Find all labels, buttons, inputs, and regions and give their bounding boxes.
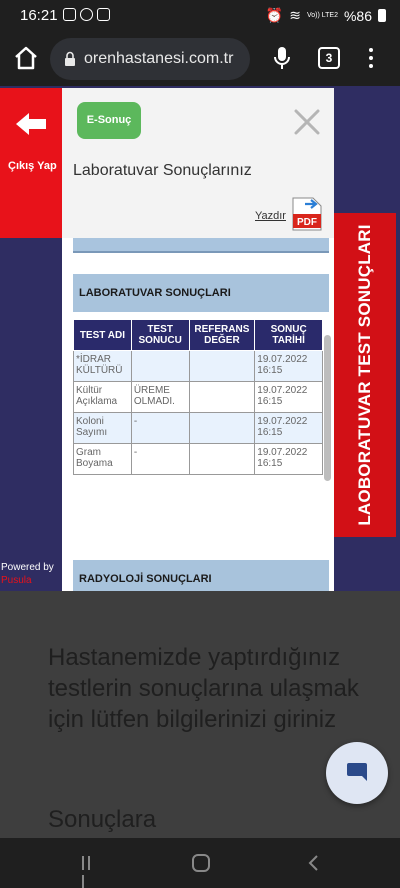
recent-apps-icon[interactable] [82, 856, 98, 870]
table-cell: Kültür Açıklama [74, 382, 132, 413]
powered-by [0, 561, 54, 587]
whatsapp-icon [80, 8, 93, 21]
exit-button[interactable] [0, 88, 62, 238]
column-header: REFERANS DEĞER [189, 320, 255, 351]
print-link[interactable]: Yazdır [255, 210, 286, 222]
chat-icon [346, 762, 368, 782]
url-text: orenhastanesi.com.tr [84, 50, 234, 67]
browser-toolbar [0, 32, 400, 86]
network-label: Vo)) LTE2 [306, 12, 338, 19]
table-cell: - [131, 444, 189, 475]
table-cell: 19.07.2022 16:15 [255, 351, 323, 382]
notification-icons [63, 8, 110, 21]
modal-header [62, 88, 334, 238]
wifi-icon: ≋ [289, 7, 301, 23]
lab-results-heading: LABORATUVAR SONUÇLARI [73, 274, 329, 312]
column-header: SONUÇ TARİHİ [255, 320, 323, 351]
previous-section-strip [73, 238, 329, 253]
close-icon[interactable] [293, 108, 321, 136]
results-modal [62, 88, 334, 591]
table-cell: 19.07.2022 16:15 [255, 413, 323, 444]
address-bar[interactable] [50, 38, 250, 80]
modal-title: Laboratuvar Sonuçlarınız [73, 162, 252, 179]
microphone-icon[interactable] [272, 44, 292, 72]
lab-results-table [73, 319, 323, 475]
table-cell [189, 413, 255, 444]
modal-scroll-area[interactable] [62, 238, 334, 591]
brand-link[interactable]: Pusula [1, 575, 32, 586]
web-page [0, 86, 400, 838]
status-bar [0, 0, 400, 32]
back-nav-icon[interactable] [306, 855, 322, 871]
table-cell: Gram Boyama [74, 444, 132, 475]
table-cell: 19.07.2022 16:15 [255, 444, 323, 475]
table-cell [131, 351, 189, 382]
table-cell: Koloni Sayımı [74, 413, 132, 444]
table-cell: - [131, 413, 189, 444]
table-row [74, 444, 323, 475]
lab-results-banner[interactable] [334, 213, 396, 537]
e-sonuc-badge[interactable]: E-Sonuç [77, 102, 141, 139]
table-row [74, 413, 323, 444]
pdf-icon[interactable] [291, 196, 323, 232]
table-cell [189, 382, 255, 413]
status-right [266, 7, 386, 24]
table-row [74, 351, 323, 382]
system-nav-bar [0, 838, 400, 888]
lock-icon [64, 51, 76, 67]
home-icon[interactable] [12, 44, 40, 72]
message-icon [97, 8, 110, 21]
column-header: TEST SONUCU [131, 320, 189, 351]
overflow-menu-icon[interactable] [364, 46, 378, 72]
exit-label: Çıkış Yap [8, 160, 57, 172]
table-cell: 19.07.2022 16:15 [255, 382, 323, 413]
powered-by-label: Powered by [1, 562, 54, 573]
back-arrow-icon [14, 110, 48, 138]
status-time: 16:21 [20, 7, 58, 24]
scrollbar-thumb[interactable] [324, 335, 331, 481]
column-header: TEST ADI [74, 320, 132, 351]
radiology-results-heading: RADYOLOJİ SONUÇLARI [73, 560, 329, 591]
alarm-icon: ⏰ [265, 7, 284, 23]
table-cell [189, 351, 255, 382]
battery-label: %86 [343, 7, 372, 24]
table-row [74, 382, 323, 413]
banner-text: LAOBORATUVAR TEST SONUÇLARI [355, 224, 374, 526]
home-nav-icon[interactable] [192, 854, 210, 872]
table-cell: *İDRAR KÜLTÜRÜ [74, 351, 132, 382]
gallery-icon [63, 8, 76, 21]
next-heading: Sonuçlara [48, 806, 157, 833]
table-header-row [74, 320, 323, 351]
battery-icon [378, 9, 386, 22]
intro-text: Hastanemizde yaptırdığınız testlerin sonuçlarına ulaşmak için lütfen bilgilerinizi giriniz [48, 644, 359, 733]
tab-switcher-button[interactable]: 3 [318, 47, 340, 69]
table-cell [189, 444, 255, 475]
pdf-label: PDF [297, 217, 317, 228]
chat-button[interactable] [326, 742, 388, 804]
table-cell: ÜREME OLMADI. [131, 382, 189, 413]
